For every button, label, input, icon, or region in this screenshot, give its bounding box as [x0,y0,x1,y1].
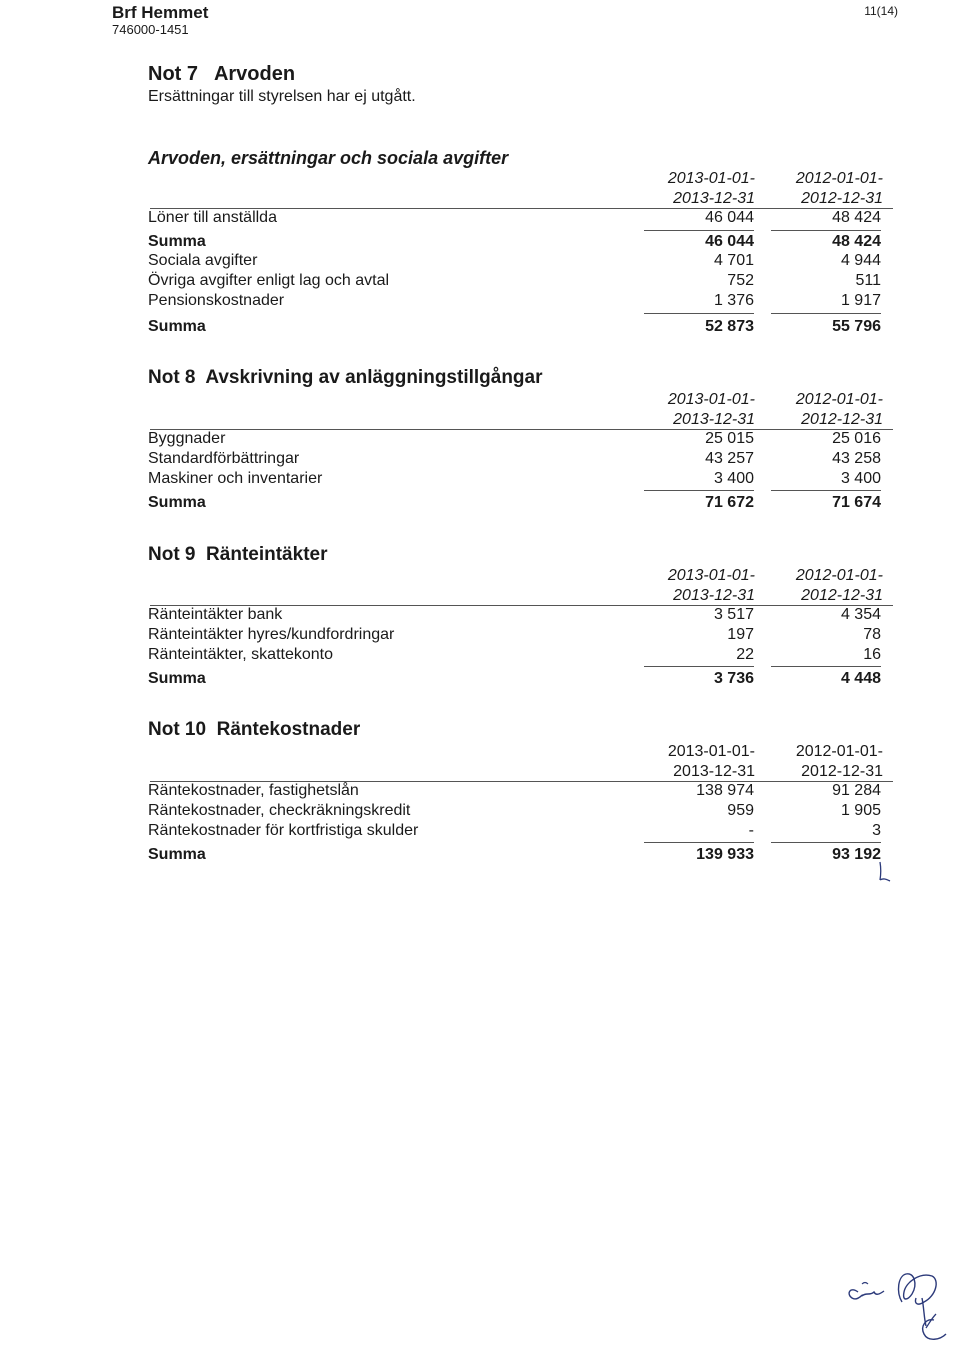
note7-row-current: 4 701 [713,252,754,269]
subtotal-rule [771,842,881,843]
organization-name: Brf Hemmet [112,3,209,22]
note7-row-label: Övriga avgifter enligt lag och avtal [148,272,390,289]
subtotal-rule [644,666,754,667]
note7-period-prior: 2012-01-01- 2012-12-31 [795,170,883,207]
note10-period-current: 2013-01-01- 2013-12-31 [667,743,755,780]
note9-period-prior: 2012-01-01- 2012-12-31 [795,567,883,604]
note9-total-current: 3 736 [713,670,754,687]
note7-total-prior: 55 796 [832,318,881,335]
subtotal-rule [771,313,881,314]
note9-row-label: Ränteintäkter, skattekonto [148,646,333,663]
note8-period-current: 2013-01-01- 2013-12-31 [667,391,755,428]
note8-total-label: Summa [148,494,206,511]
subtotal-rule [644,230,754,231]
note7-number: Not 7 [148,63,198,85]
note7-heading [148,63,295,86]
note9-row-current: 197 [727,626,754,643]
note8-row-label: Maskiner och inventarier [148,470,323,487]
note10-row-prior: 91 284 [832,782,881,799]
organization-number: 746000-1451 [112,22,189,37]
note8-row-current: 3 400 [713,470,754,487]
page-number: 11(14) [864,4,898,18]
note7-row-prior: 4 944 [840,252,881,269]
note8-total-current: 71 672 [705,494,754,511]
note9-title: Not 9 Ränteintäkter [148,544,328,565]
note7-sum-label: Summa [148,233,206,250]
note10-total-prior: 93 192 [832,846,881,863]
note7-period-current: 2013-01-01- 2013-12-31 [667,170,755,207]
note8-row-prior: 43 258 [832,450,881,467]
note10-row-prior: 1 905 [840,802,881,819]
note9-row-current: 3 517 [713,606,754,623]
note7-sum-current: 46 044 [705,233,754,250]
note9-period-current: 2013-01-01- 2013-12-31 [667,567,755,604]
subtotal-rule [644,842,754,843]
note7-row-current: 46 044 [705,209,754,226]
note10-row-current: 959 [727,802,754,819]
note8-total-prior: 71 674 [832,494,881,511]
note7-total-label: Summa [148,318,206,335]
note7-total-current: 52 873 [705,318,754,335]
note7-subtitle: Ersättningar till styrelsen har ej utgått. [148,88,416,105]
subtotal-rule [771,490,881,491]
note7-row-prior: 1 917 [840,292,881,309]
note10-total-label: Summa [148,846,206,863]
note9-row-label: Ränteintäkter bank [148,606,283,623]
note9-total-label: Summa [148,670,206,687]
note7-row-prior: 511 [855,272,881,289]
note10-row-prior: 3 [872,822,881,839]
subtotal-rule [644,490,754,491]
handwritten-initials-signature [840,1262,950,1350]
note7-title: Arvoden [213,63,296,85]
note9-row-prior: 78 [863,626,881,643]
note7-sum-prior: 48 424 [832,233,881,250]
note9-row-prior: 16 [863,646,881,663]
note8-row-current: 43 257 [705,450,754,467]
note9-row-prior: 4 354 [840,606,881,623]
note7-row-label: Sociala avgifter [148,252,258,269]
note8-row-prior: 25 016 [832,430,881,447]
note8-row-current: 25 015 [705,430,754,447]
note10-row-current: 138 974 [696,782,754,799]
note7-row-current: 752 [727,272,754,289]
note8-title: Not 8 Avskrivning av anläggningstillgångar [148,367,543,388]
note10-title: Not 10 Räntekostnader [148,719,361,740]
note7-row-label: Pensionskostnader [148,292,285,309]
handwritten-check-mark [872,860,898,886]
note10-total-current: 139 933 [696,846,754,863]
note9-total-prior: 4 448 [840,670,881,687]
subtotal-rule [771,666,881,667]
subtotal-rule [644,313,754,314]
note8-row-prior: 3 400 [840,470,881,487]
note8-row-label: Byggnader [148,430,226,447]
note10-row-current: - [748,822,754,839]
note10-period-prior: 2012-01-01- 2012-12-31 [795,743,883,780]
note10-row-label: Räntekostnader, fastighetslån [148,782,359,799]
note7-row-label: Löner till anställda [148,209,277,226]
note7-row-current: 1 376 [713,292,754,309]
note10-row-label: Räntekostnader för kortfristiga skulder [148,822,419,839]
note9-row-current: 22 [736,646,754,663]
note8-period-prior: 2012-01-01- 2012-12-31 [795,391,883,428]
note7-section-title: Arvoden, ersättningar och sociala avgifter [148,148,509,168]
note7-row-prior: 48 424 [832,209,881,226]
note10-row-label: Räntekostnader, checkräkningskredit [148,802,411,819]
note8-row-label: Standardförbättringar [148,450,300,467]
note9-row-label: Ränteintäkter hyres/kundfordringar [148,626,395,643]
subtotal-rule [771,230,881,231]
